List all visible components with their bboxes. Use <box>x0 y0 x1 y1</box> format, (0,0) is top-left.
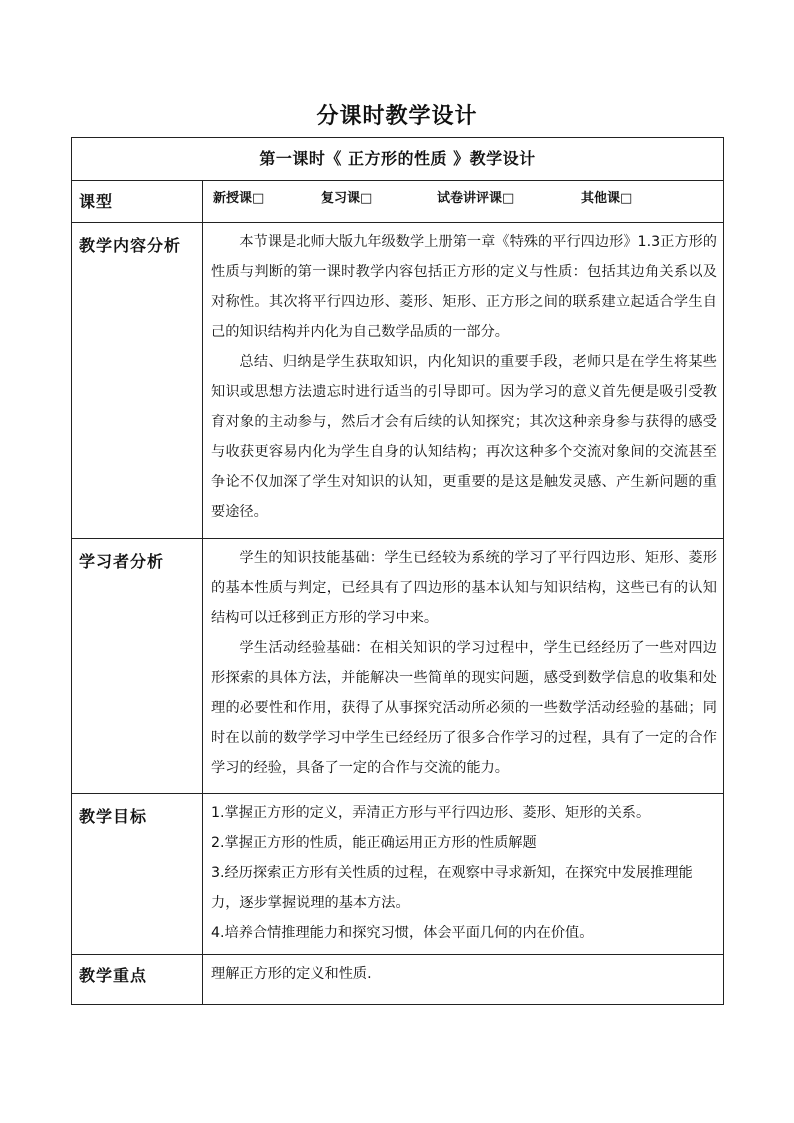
learner-analysis-label: 学习者分析 <box>72 539 203 794</box>
learner-analysis-paragraph: 学生的知识技能基础：学生已经较为系统的学习了平行四边形、矩形、菱形的基本性质与判定，已经具有了四边形的基本认知与知识结构，这些已有的认知结构可以迁移到正方形的学习中来。 <box>211 550 717 626</box>
goal-item: 2.掌握正方形的性质，能正确运用正方形的性质解题 <box>211 835 537 851</box>
goal-item: 4.培养合情推理能力和探究习惯，体会平面几何的内在价值。 <box>211 925 594 941</box>
teaching-goals-label: 教学目标 <box>72 794 203 955</box>
learner-analysis-paragraph: 学生活动经验基础：在相关知识的学习过程中，学生已经经历了一些对四边形探索的具体方法，并能解决一些简单的现实问题，感受到数学信息的收集和处理的必要性和作用，获得了从事探究活动所必须的一些数学活动经验的基础；同时在以前的数学学习中学生已经经历了很多合作学习的过程，具有了一定的合作学习的经验，具备了一定的合作与交流的能力。 <box>211 640 717 776</box>
teaching-focus-text: 理解正方形的定义和性质. <box>211 966 372 982</box>
content-analysis-row <box>72 223 724 539</box>
teaching-goals-row <box>72 794 724 955</box>
table-header: 第一课时《 正方形的性质 》教学设计 <box>72 138 724 181</box>
teaching-focus-label: 教学重点 <box>72 955 203 1005</box>
lesson-type-option-other: 其他课□ <box>581 191 633 206</box>
content-analysis-cell <box>203 223 724 539</box>
lesson-type-row <box>72 181 724 223</box>
lesson-type-option-exam-review: 试卷讲评课□ <box>437 191 515 206</box>
lesson-type-option-new: 新授课□ <box>213 191 265 206</box>
document-title: 分课时教学设计 <box>316 104 478 129</box>
learner-analysis-row <box>72 539 724 794</box>
teaching-goals-cell <box>203 794 724 955</box>
lesson-type-options <box>203 181 724 223</box>
goal-item: 1.掌握正方形的定义，弄清正方形与平行四边形、菱形、矩形的关系。 <box>211 805 651 821</box>
lesson-plan-table <box>71 137 724 1005</box>
goal-item: 3.经历探索正方形有关性质的过程，在观察中寻求新知，在探究中发展推理能力，逐步掌握说理的基本方法。 <box>211 865 693 911</box>
lesson-type-label: 课型 <box>72 181 203 223</box>
teaching-focus-cell <box>203 955 724 1005</box>
table-header-row <box>72 138 724 181</box>
content-analysis-paragraph: 总结、归纳是学生获取知识，内化知识的重要手段，老师只是在学生将某些知识或思想方法遗忘时进行适当的引导即可。因为学习的意义首先便是吸引受教育对象的主动参与，然后才会有后续的认知探究；其次这种亲身参与获得的感受与收获更容易内化为学生自身的认知结构；再次这种多个交流对象间的交流甚至争论不仅加深了学生对知识的认知，更重要的是这是触发灵感、产生新问题的重要途径。 <box>211 354 717 520</box>
lesson-type-option-review: 复习课□ <box>321 191 373 206</box>
content-analysis-label: 教学内容分析 <box>72 223 203 539</box>
learner-analysis-cell <box>203 539 724 794</box>
teaching-focus-row <box>72 955 724 1005</box>
content-analysis-paragraph: 本节课是北师大版九年级数学上册第一章《特殊的平行四边形》1.3正方形的性质与判断的第一课时教学内容包括正方形的定义与性质：包括其边角关系以及对称性。其次将平行四边形、菱形、矩形、正方形之间的联系建立起适合学生自己的知识结构并内化为自己数学品质的一部分。 <box>211 234 717 340</box>
